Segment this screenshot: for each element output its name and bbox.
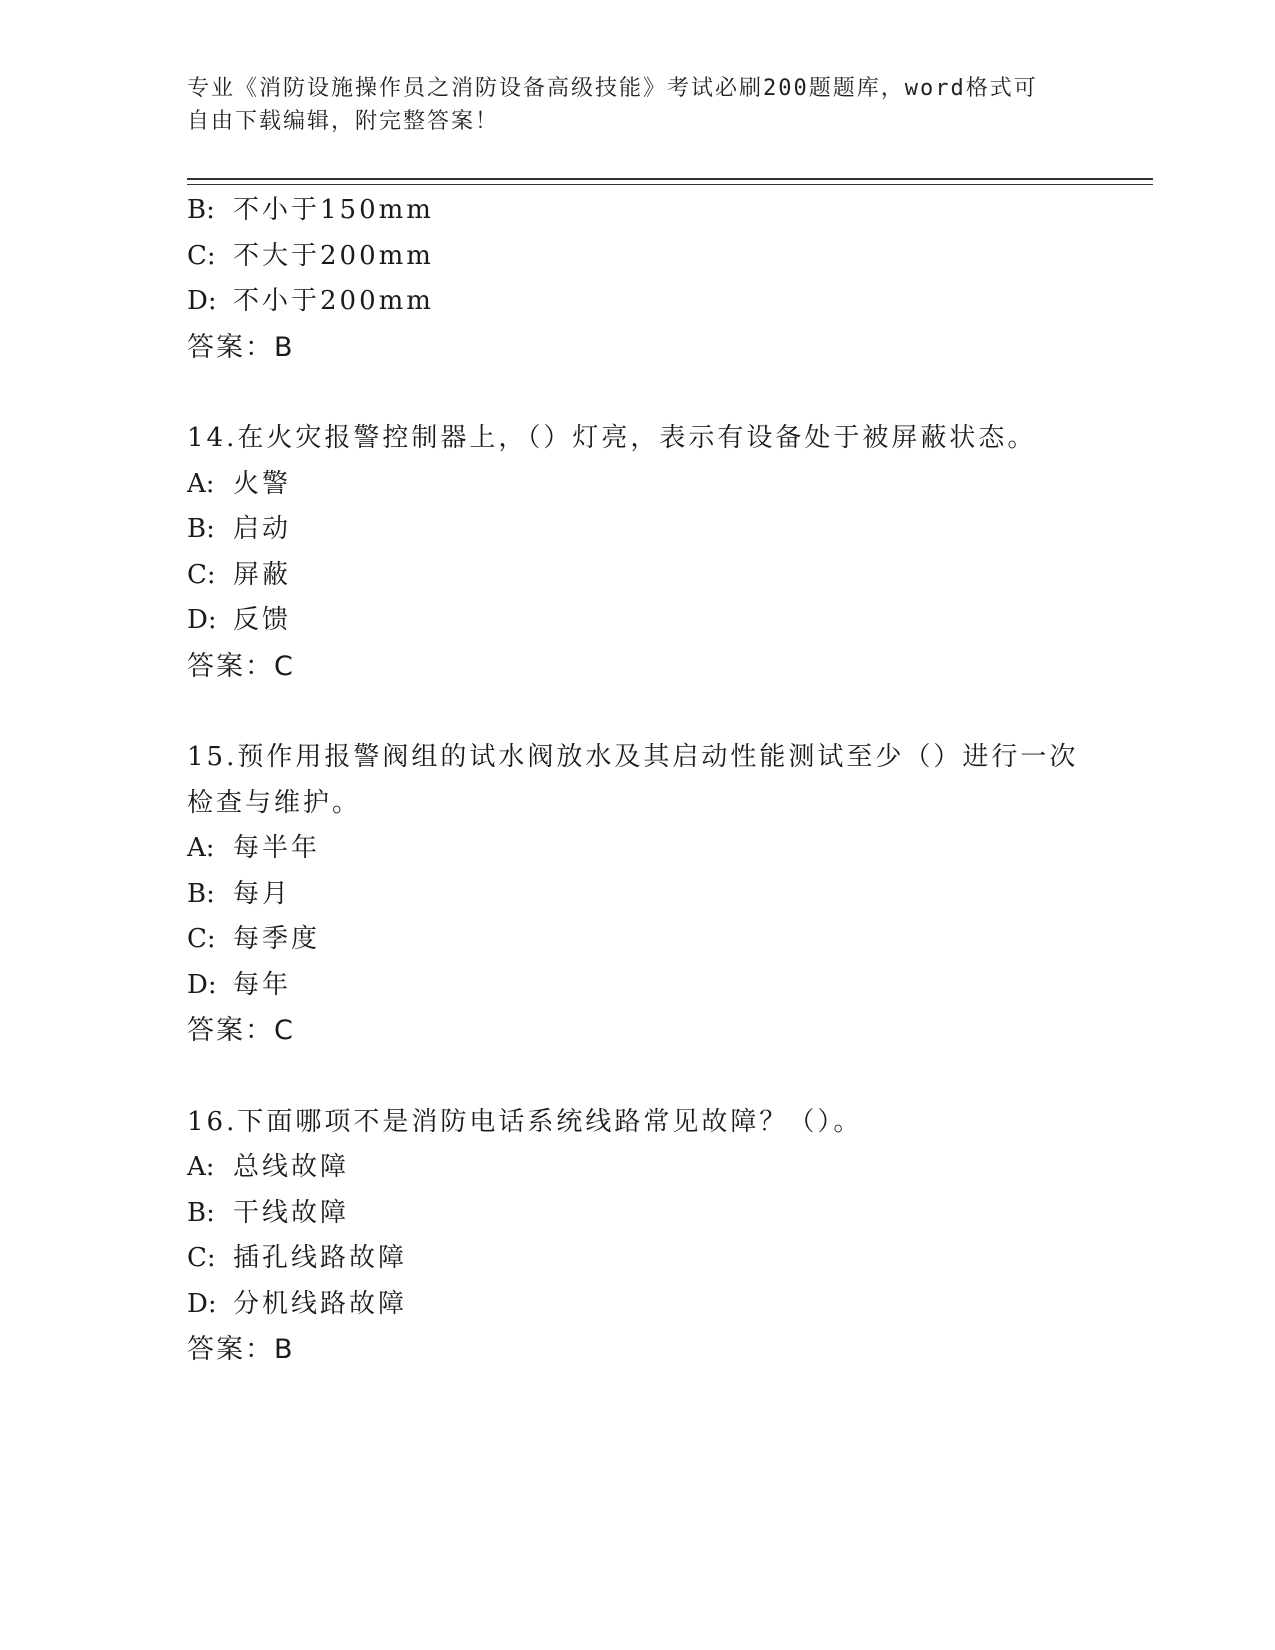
- option-letter: D:: [187, 605, 217, 635]
- option-text: 每月: [233, 878, 292, 909]
- option-letter: A:: [187, 1152, 215, 1182]
- question-13-tail: [187, 188, 1087, 370]
- option-c: [187, 553, 1087, 599]
- option-letter: C:: [187, 559, 216, 590]
- option-letter: B:: [187, 1197, 215, 1228]
- question-16: [187, 1100, 1087, 1373]
- answer-line: 答案：B: [187, 1334, 295, 1365]
- option-d: [187, 598, 1087, 644]
- option-a: [187, 826, 1087, 872]
- option-letter: A:: [187, 468, 215, 499]
- option-b: [187, 872, 1087, 918]
- option-text: 插孔线路故障: [233, 1243, 408, 1273]
- option-letter: C:: [187, 924, 216, 954]
- question-stem-line-1: 15.预作用报警阀组的试水阀放水及其启动性能测试至少（）进行一次: [187, 742, 1079, 772]
- option-d: [187, 963, 1087, 1009]
- spacer: [187, 689, 1087, 735]
- option-text: 火警: [233, 468, 292, 499]
- option-text: 不小于200mm: [233, 286, 434, 316]
- option-a: [187, 1145, 1087, 1191]
- header-divider: [187, 178, 1153, 185]
- option-letter: B:: [187, 514, 215, 544]
- question-15: [187, 735, 1087, 1054]
- spacer: [187, 1054, 1087, 1100]
- option-letter: B:: [187, 878, 215, 909]
- option-letter: B:: [187, 195, 215, 225]
- option-text: 每季度: [233, 924, 321, 954]
- option-text: 分机线路故障: [233, 1288, 408, 1319]
- option-d: [187, 279, 1087, 325]
- option-text: 不小于150mm: [233, 195, 434, 225]
- spacer: [187, 370, 1087, 416]
- option-a: [187, 462, 1087, 508]
- question-list: [187, 188, 1087, 1373]
- option-text: 干线故障: [233, 1197, 350, 1228]
- option-letter: C:: [187, 240, 216, 271]
- option-b: [187, 507, 1087, 553]
- answer-line: 答案：C: [187, 650, 295, 682]
- option-text: 每年: [233, 969, 292, 1000]
- option-text: 总线故障: [233, 1152, 350, 1182]
- option-text: 不大于200mm: [233, 240, 434, 271]
- option-letter: D:: [187, 286, 217, 316]
- option-c: [187, 234, 1087, 280]
- option-text: 每半年: [233, 833, 321, 863]
- question-stem-line-2: 检查与维护。: [187, 787, 362, 818]
- option-text: 屏蔽: [233, 559, 292, 590]
- option-letter: D:: [187, 1288, 217, 1319]
- option-letter: C:: [187, 1243, 216, 1273]
- option-c: [187, 1236, 1087, 1282]
- document-header: [187, 72, 1067, 138]
- header-line-1: 专业《消防设施操作员之消防设备高级技能》考试必刷200题题库，word格式可: [187, 76, 1038, 101]
- option-text: 启动: [233, 514, 292, 544]
- option-letter: D:: [187, 969, 217, 1000]
- option-c: [187, 917, 1087, 963]
- option-b: [187, 1191, 1087, 1237]
- option-text: 反馈: [233, 605, 292, 635]
- option-d: [187, 1282, 1087, 1328]
- question-14: [187, 416, 1087, 689]
- header-line-2: 自由下载编辑，附完整答案！: [187, 109, 500, 134]
- option-b: [187, 188, 1087, 234]
- question-stem: 16.下面哪项不是消防电话系统线路常见故障？（）。: [187, 1106, 863, 1137]
- answer-line: 答案：C: [187, 1015, 295, 1046]
- question-stem: 14.在火灾报警控制器上，（）灯亮，表示有设备处于被屏蔽状态。: [187, 423, 1037, 453]
- answer-line: 答案：B: [187, 331, 295, 363]
- option-letter: A:: [187, 833, 215, 863]
